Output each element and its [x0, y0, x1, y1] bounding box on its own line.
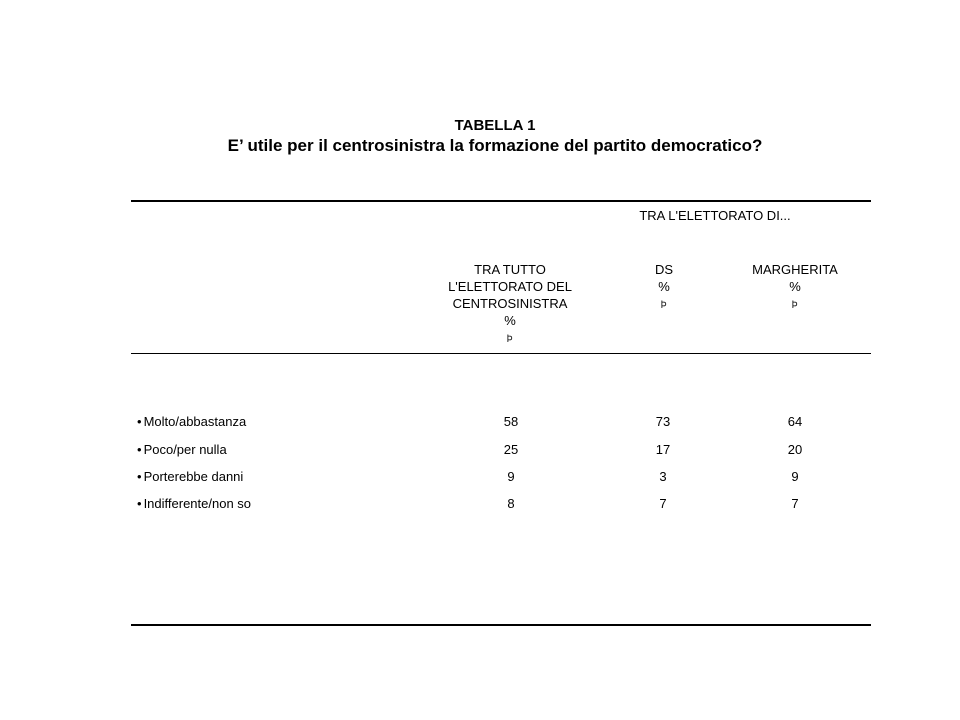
cell-ds: 7: [659, 496, 667, 511]
header-ds-name: DS: [654, 262, 674, 277]
table-row: [0, 495, 960, 513]
row-label-text: Indifferente/non so: [143, 496, 252, 511]
header-ds-unit: %: [658, 279, 670, 294]
header-margherita-name: MARGHERITA: [752, 262, 838, 277]
table-row: [0, 413, 960, 431]
header-tutto: [420, 261, 600, 346]
middle-rule: [131, 353, 871, 354]
header-margherita-mark-icon: Þ: [792, 299, 798, 311]
cell-margherita: 64: [787, 414, 803, 429]
row-label: [137, 495, 251, 513]
header-ds-mark-icon: Þ: [661, 299, 667, 311]
cell-tutto: 25: [503, 442, 519, 457]
table-question: E’ utile per il centrosinistra la formazione del partito democratico?: [227, 136, 763, 155]
row-label-text: Poco/per nulla: [143, 442, 227, 457]
group-header: [580, 207, 850, 224]
table-row: [0, 441, 960, 459]
cell-margherita: 9: [791, 469, 799, 484]
header-margherita: [725, 261, 865, 312]
row-label-text: Molto/abbastanza: [143, 414, 247, 429]
header-tutto-line3: CENTROSINISTRA: [452, 296, 568, 311]
table-row: [0, 468, 960, 486]
header-tutto-line1: TRA TUTTO: [474, 262, 546, 277]
bullet-icon: •: [137, 442, 142, 457]
bullet-icon: •: [137, 496, 142, 511]
row-label-text: Porterebbe danni: [143, 469, 244, 484]
header-tutto-mark-icon: Þ: [507, 333, 513, 345]
row-label: [137, 441, 227, 459]
cell-ds: 73: [655, 414, 671, 429]
bullet-icon: •: [137, 469, 142, 484]
bullet-icon: •: [137, 414, 142, 429]
cell-margherita: 7: [791, 496, 799, 511]
header-tutto-line2: L'ELETTORATO DEL: [448, 279, 572, 294]
bottom-rule: [131, 624, 871, 626]
cell-tutto: 9: [507, 469, 515, 484]
row-label: [137, 413, 246, 431]
header-margherita-unit: %: [789, 279, 801, 294]
cell-ds: 3: [659, 469, 667, 484]
cell-tutto: 8: [507, 496, 515, 511]
cell-ds: 17: [655, 442, 671, 457]
header-tutto-unit: %: [504, 313, 516, 328]
group-header-text: TRA L'ELETTORATO DI...: [639, 208, 791, 223]
table-label: TABELLA 1: [454, 117, 536, 134]
row-label: [137, 468, 243, 486]
top-rule: [131, 200, 871, 202]
cell-margherita: 20: [787, 442, 803, 457]
cell-tutto: 58: [503, 414, 519, 429]
header-ds: [624, 261, 704, 312]
